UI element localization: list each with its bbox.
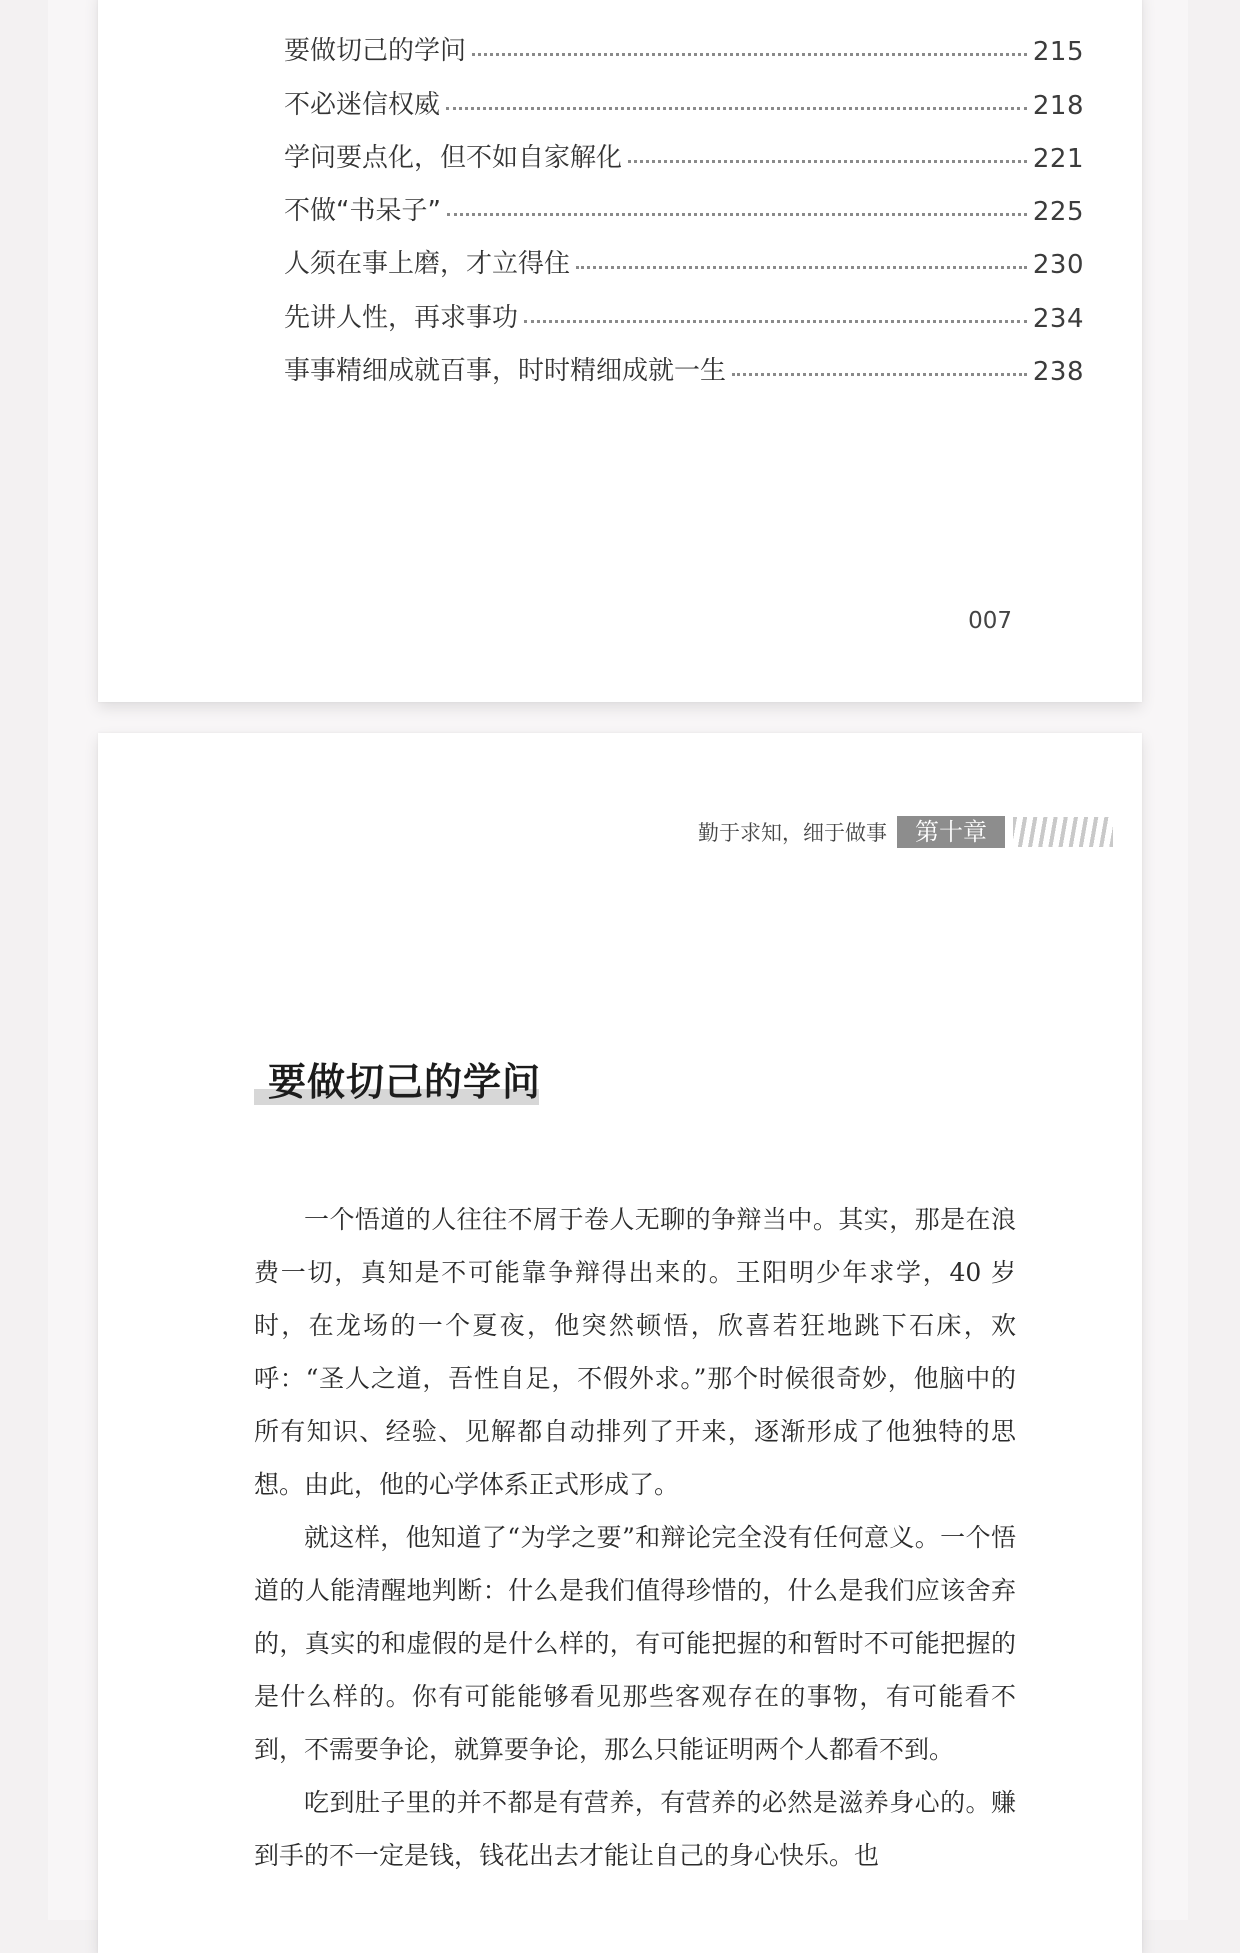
paragraph: 就这样，他知道了“为学之要”和辩论完全没有任何意义。一个悟道的人能清醒地判断：什么是我们值得珍惜的，什么是我们应该舍弃的，真实的和虚假的是什么样的，有可能把握的和暂时不可能把握的是什么样的。你有可能能够看见那些客观存在的事物，有可能看不到，不需要争论，就算要争论，那么只能证明两个人都看不到。 [254, 1523, 1016, 1764]
toc-entry[interactable] [284, 121, 1084, 174]
toc-leader-dots [472, 53, 1027, 56]
toc-leader-dots [446, 107, 1027, 110]
paragraph: 吃到肚子里的并不都是有营养，有营养的必然是滋养身心的。赚到手的不一定是钱，钱花出去才能让自己的身心快乐。也 [254, 1788, 1016, 1870]
decorative-stripes [1013, 817, 1113, 847]
toc-entry[interactable] [284, 280, 1084, 333]
toc-entry-page: 225 [1032, 197, 1084, 228]
page-number: 007 [968, 608, 1012, 634]
toc-entry-page: 234 [1032, 303, 1084, 334]
toc-entry-page: 218 [1032, 90, 1084, 121]
toc-entry[interactable] [284, 67, 1084, 120]
section-title-block [254, 1051, 541, 1106]
body-text [254, 1193, 1016, 1882]
toc-leader-dots [524, 320, 1027, 323]
toc-list [284, 14, 1084, 387]
toc-entry-page: 238 [1032, 357, 1084, 388]
running-header [698, 816, 1113, 848]
paragraph: 一个悟道的人往往不屑于卷人无聊的争辩当中。其实，那是在浪费一切，真知是不可能靠争辩得出来的。王阳明少年求学，40 岁时，在龙场的一个夏夜，他突然顿悟，欣喜若狂地跳下石床，欢呼：“圣人之道，吾性自足，不假外求。”那个时候很奇妙，他脑中的所有知识、经验、见解都自动排列了开来，逐渐形成了他独特的思想。由此，他的心学体系正式形成了。 [254, 1205, 1016, 1499]
toc-entry[interactable] [284, 334, 1084, 387]
toc-entry-title: 学问要点化，但不如自家解化 [284, 142, 623, 173]
toc-entry-title: 要做切己的学问 [284, 36, 467, 67]
chapter-page [98, 733, 1142, 1953]
toc-entry-page: 221 [1032, 143, 1084, 174]
toc-entry-title: 先讲人性，再求事功 [284, 302, 519, 333]
toc-entry-title: 人须在事上磨，才立得住 [284, 249, 571, 280]
toc-entry[interactable] [284, 174, 1084, 227]
toc-leader-dots [732, 373, 1027, 376]
toc-entry[interactable] [284, 14, 1084, 67]
toc-leader-dots [576, 266, 1027, 269]
toc-entry-title: 不做“书呆子” [284, 196, 441, 227]
toc-entry-title: 事事精细成就百事，时时精细成就一生 [284, 356, 727, 387]
toc-leader-dots [447, 213, 1027, 216]
toc-leader-dots [628, 160, 1027, 163]
toc-entry-page: 230 [1032, 250, 1084, 281]
chapter-label: 第十章 [897, 816, 1005, 848]
section-title: 要做切己的学问 [268, 1059, 542, 1104]
toc-entry-page: 215 [1032, 37, 1084, 68]
toc-page [98, 0, 1142, 702]
toc-entry[interactable] [284, 227, 1084, 280]
running-header-text: 勤于求知，细于做事 [698, 821, 887, 845]
toc-entry-title: 不必迷信权威 [284, 89, 441, 120]
